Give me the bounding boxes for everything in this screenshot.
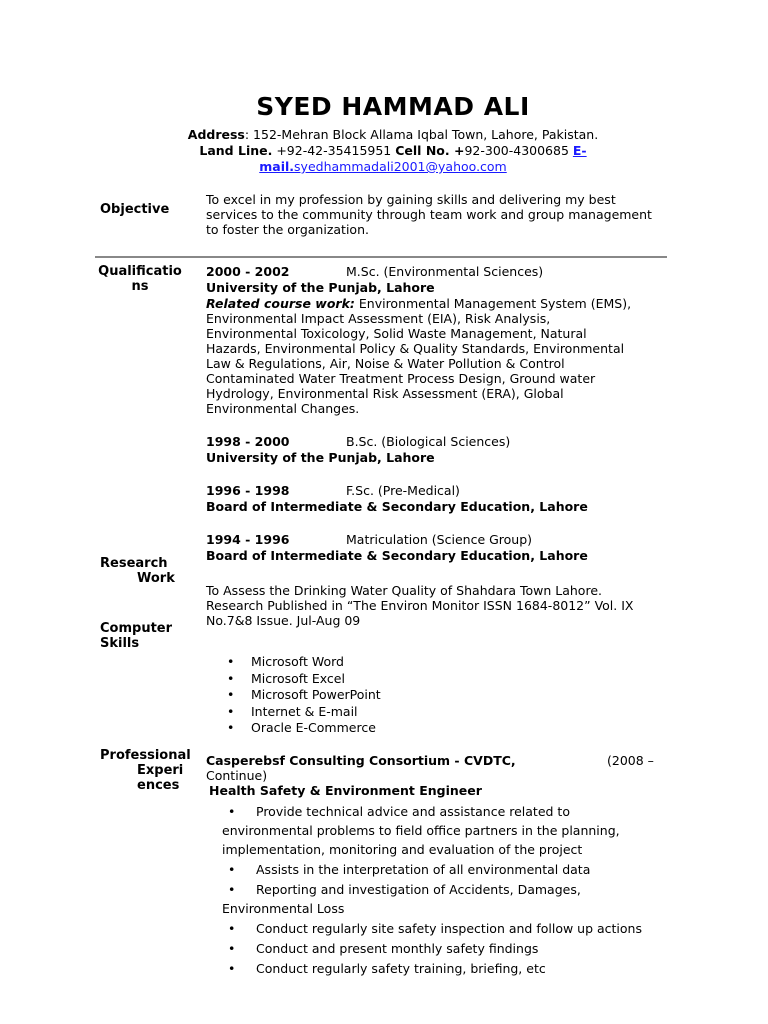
address-label: Address: [187, 127, 245, 142]
section-divider: [95, 256, 667, 258]
landline-label: Land Line.: [199, 143, 273, 158]
qualifications-heading-part: ns: [131, 279, 149, 294]
duty-text: Assists in the interpretation of all environmental data: [256, 862, 591, 877]
computer-skill-label: Microsoft Excel: [251, 670, 345, 686]
matric-years: 1994 - 1996: [206, 532, 290, 547]
fsc-years: 1996 - 1998: [206, 483, 290, 498]
experience-heading-part: Experi: [137, 763, 184, 778]
research-heading: [100, 556, 175, 586]
computer-skill-item: [227, 720, 376, 736]
computer-skill-label: Microsoft PowerPoint: [251, 687, 381, 702]
bullet: •: [228, 921, 236, 936]
experience-period-start: (2008 –: [607, 753, 654, 768]
duty-text: Conduct and present monthly safety findings: [256, 941, 539, 956]
bsc-school: University of the Punjab, Lahore: [206, 450, 435, 465]
coursework-text: Contaminated Water Treatment Process Design, Ground water: [206, 371, 596, 386]
email-label-link-b[interactable]: mail.: [259, 159, 295, 174]
email-label-link-a[interactable]: E-: [572, 143, 587, 158]
research-heading-part: Research: [100, 556, 168, 571]
coursework-text: Environmental Changes.: [206, 401, 360, 416]
research-line: No.7&8 Issue. Jul-Aug 09: [206, 613, 361, 628]
objective-heading: Objective: [100, 202, 170, 217]
computer-skill-item: [227, 704, 358, 720]
qualification-msc: [206, 264, 676, 416]
qualifications-heading-part: Qualificatio: [98, 264, 182, 279]
fsc-school: Board of Intermediate & Secondary Education, Lahore: [206, 499, 588, 514]
research-heading-part: Work: [137, 571, 175, 586]
email-line: [0, 159, 768, 175]
matric-degree: Matriculation (Science Group): [346, 532, 533, 547]
computer-skill-label: Internet & E-mail: [251, 703, 358, 719]
bullet: •: [228, 862, 236, 877]
computer-skills-heading-part: Skills: [100, 636, 140, 651]
qualification-bsc: [206, 434, 676, 465]
matric-school: Board of Intermediate & Secondary Education, Lahore: [206, 548, 588, 563]
coursework-text: Law & Regulations, Air, Noise & Water Pollution & Control: [206, 356, 565, 371]
duty-text: Reporting and investigation of Accidents, Damages,: [256, 882, 581, 897]
computer-skills-heading: [100, 621, 172, 651]
msc-years: 2000 - 2002: [206, 264, 290, 279]
research-line: Research Published in “The Environ Monitor ISSN 1684-8012” Vol. IX: [206, 598, 634, 613]
address-value: : 152-Mehran Block Allama Iqbal Town, Lahore, Pakistan.: [244, 127, 599, 142]
cell-value: 92-300-4300685: [464, 143, 573, 158]
duty-text: implementation, monitoring and evaluation of the project: [222, 842, 583, 857]
computer-skills-heading-part: Computer: [100, 621, 173, 636]
fsc-degree: F.Sc. (Pre-Medical): [346, 483, 460, 498]
experience-company: Casperebsf Consulting Consortium - CVDTC,: [206, 753, 516, 768]
computer-skill-label: Microsoft Word: [251, 654, 344, 669]
bullet: •: [227, 720, 235, 735]
coursework-label: Related course work:: [206, 296, 355, 311]
qualification-fsc: [206, 483, 676, 514]
objective-line: services to the community through team work and group management: [206, 207, 652, 222]
phone-line: [0, 143, 768, 159]
research-line: To Assess the Drinking Water Quality of Shahdara Town Lahore.: [206, 583, 602, 598]
landline-value: +92-42-35415951: [272, 143, 396, 158]
msc-school: University of the Punjab, Lahore: [206, 280, 435, 295]
bullet: •: [227, 687, 235, 702]
objective-line: To excel in my profession by gaining skills and delivering my best: [206, 192, 616, 207]
objective-line: to foster the organization.: [206, 222, 369, 237]
bullet: •: [228, 804, 236, 819]
qualifications-heading: [98, 264, 182, 294]
cell-label: Cell No. +: [395, 143, 465, 158]
coursework-text: Hydrology, Environmental Risk Assessment (ERA), Global: [206, 386, 564, 401]
bsc-years: 1998 - 2000: [206, 434, 290, 449]
coursework-text: Environmental Impact Assessment (EIA), Risk Analysis,: [206, 311, 551, 326]
bullet: •: [227, 703, 235, 719]
objective-text: [206, 192, 676, 237]
computer-skill-item: [227, 671, 345, 687]
computer-skill-label: Oracle E-Commerce: [251, 720, 376, 735]
qualification-matric: [206, 532, 676, 563]
research-text: [206, 583, 676, 628]
computer-skill-item: [227, 687, 381, 703]
bsc-degree: B.Sc. (Biological Sciences): [346, 434, 511, 449]
address-line: [0, 127, 768, 143]
duty-text: Provide technical advice and assistance related to: [256, 804, 570, 819]
bullet: •: [228, 882, 236, 897]
computer-skill-item: [227, 654, 344, 670]
bullet: •: [227, 654, 235, 669]
duty-text: Conduct regularly safety training, briefing, etc: [256, 961, 546, 976]
experience-heading-part: Professional: [100, 748, 191, 763]
bullet: •: [228, 961, 236, 976]
candidate-name: SYED HAMMAD ALI: [256, 92, 530, 121]
msc-degree: M.Sc. (Environmental Sciences): [346, 264, 544, 279]
coursework-text: Hazards, Environmental Policy & Quality Standards, Environmental: [206, 341, 625, 356]
experience-duties: [222, 802, 662, 978]
email-link[interactable]: syedhammadali2001@yahoo.com: [294, 159, 507, 174]
bullet: •: [227, 670, 235, 686]
bullet: •: [228, 941, 236, 956]
duty-text: Environmental Loss: [222, 901, 345, 916]
duty-text: Conduct regularly site safety inspection and follow up actions: [256, 921, 642, 936]
experience-role: Health Safety & Environment Engineer: [209, 783, 482, 798]
coursework-text: Environmental Toxicology, Solid Waste Management, Natural: [206, 326, 587, 341]
experience-heading: [100, 748, 191, 793]
duty-text: environmental problems to field office partners in the planning,: [222, 823, 620, 838]
coursework-text: Environmental Management System (EMS),: [354, 296, 632, 311]
experience-heading-part: ences: [137, 778, 180, 793]
experience-period-end: Continue): [206, 768, 268, 783]
